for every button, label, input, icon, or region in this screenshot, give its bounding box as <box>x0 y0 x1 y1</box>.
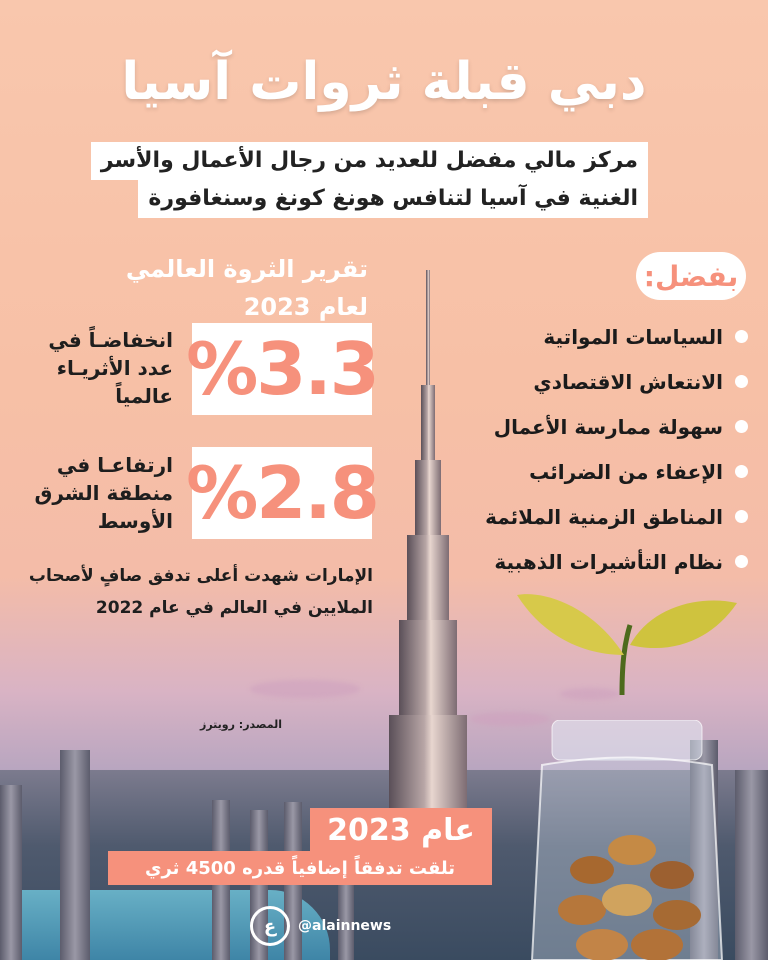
building <box>0 785 22 960</box>
bullet-icon <box>735 420 748 433</box>
alain-logo-icon: ع <box>250 906 290 946</box>
subtitle-line-2: الغنية في آسيا لتنافس هونغ كونغ وسنغافورة <box>138 180 648 218</box>
factor-label: الإعفاء من الضرائب <box>529 459 723 484</box>
list-item <box>448 314 748 359</box>
stat-label-line: ارتفاعـا في <box>56 453 173 477</box>
uae-note-line-2: الملايين في العالم في عام 2022 <box>95 598 373 618</box>
building <box>60 750 90 960</box>
factor-label: نظام التأشيرات الذهبية <box>494 549 723 574</box>
year-highlight: عام 2023 <box>310 808 492 852</box>
factor-label: السياسات المواتية <box>543 324 723 349</box>
bullet-icon <box>735 555 748 568</box>
brand-signature <box>250 906 391 946</box>
stat-label-line: الأوسط <box>97 509 173 533</box>
building <box>735 770 768 960</box>
stat-label-line: انخفاضـاً في <box>48 328 173 352</box>
factors-list <box>448 314 748 584</box>
stat-label-line: عدد الأثريـاء <box>56 356 173 380</box>
factor-label: المناطق الزمنية الملائمة <box>485 504 723 529</box>
stat-label-line: منطقة الشرق <box>34 481 173 505</box>
cloud <box>250 680 360 698</box>
stat-label-decline <box>48 326 173 410</box>
stat-label-line: عالمياً <box>115 384 173 408</box>
stat-value-rise: %2.8 <box>192 447 372 539</box>
factor-label: الانتعاش الاقتصادي <box>533 369 723 394</box>
list-item <box>448 359 748 404</box>
social-handle: @alainnews <box>298 918 392 934</box>
list-item <box>448 449 748 494</box>
page-title: دبي قبلة ثروات آسيا <box>121 52 647 112</box>
report-title <box>126 250 368 326</box>
factors-badge: بفضل: <box>636 252 746 300</box>
stat-label-rise <box>34 451 173 535</box>
stat-value-decline: %3.3 <box>192 323 372 415</box>
report-title-line-2: لعام 2023 <box>243 293 368 321</box>
list-item <box>448 404 748 449</box>
uae-note <box>29 560 373 624</box>
bullet-icon <box>735 465 748 478</box>
report-title-line-1: تقرير الثروة العالمي <box>125 255 368 283</box>
source-credit: المصدر: رويترز <box>200 718 282 731</box>
list-item <box>448 494 748 539</box>
uae-note-line-1: الإمارات شهدت أعلى تدفق صافٍ لأصحاب <box>28 566 373 586</box>
wealth-inflow-text: تلقت تدفقاً إضافياً قدره 4500 ثري <box>108 851 492 885</box>
bullet-icon <box>735 375 748 388</box>
factor-label: سهولة ممارسة الأعمال <box>493 414 723 439</box>
subtitle-line-1: مركز مالي مفضل للعديد من رجال الأعمال والأسر <box>91 142 648 180</box>
list-item <box>448 539 748 584</box>
bullet-icon <box>735 330 748 343</box>
bullet-icon <box>735 510 748 523</box>
